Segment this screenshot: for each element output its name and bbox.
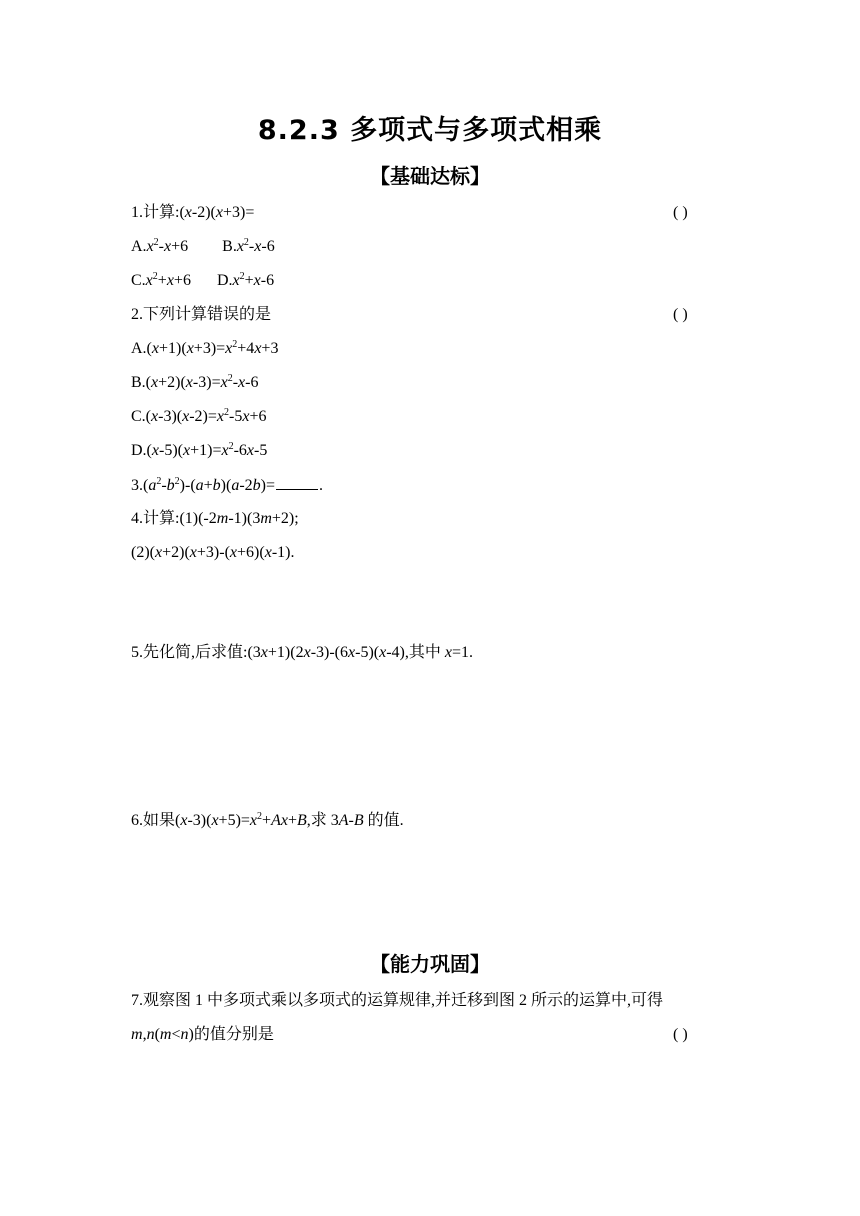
question-1-option-d: $D.x^2+x-6$	[216, 271, 275, 289]
section-heading-basic: 【基础达标】	[370, 164, 490, 188]
question-2-stem: 2.下列计算错误的是	[131, 306, 272, 323]
section-heading-ability: 【能力巩固】	[370, 952, 490, 976]
question-1-option-b: $B.x^2-x-6$	[222, 237, 275, 255]
question-2-answer-bracket: ( )	[673, 306, 688, 323]
question-3-expression: $3.(a^2-b^2)-(a+b)(a-2b)=$	[131, 476, 276, 494]
question-5: 5.先化简,后求值:(3x+1)(2x-3)-(6x-5)(x-4),其中 x=1.	[131, 644, 474, 661]
question-1-answer-bracket: ( )	[673, 204, 688, 221]
question-7-line-1: 7.观察图 1 中多项式乘以多项式的运算规律,并迁移到图 2 所示的运算中,可得	[131, 992, 664, 1009]
question-1-prefix: 1.计算:	[131, 204, 180, 221]
question-1-stem	[131, 203, 254, 223]
question-2-option-a: $A.(x+1)(x+3)=x^2+4x+3$	[131, 339, 279, 357]
question-1-options-row-2	[131, 271, 274, 291]
question-1-expression: (x-2)(x+3)=	[179, 204, 255, 221]
question-2-option-d: $D.(x-5)(x+1)=x^2-6x-5$	[131, 441, 268, 459]
page-title: 8.2.3 多项式与多项式相乘	[257, 115, 603, 146]
question-7-line-2: m,n(m<n)的值分别是	[131, 1026, 274, 1043]
question-3-answer-blank[interactable]	[276, 475, 318, 490]
question-3-end: .	[319, 477, 324, 494]
question-3	[131, 475, 323, 496]
question-1-option-a: $A.x^2-x+6$	[131, 237, 189, 255]
question-7-answer-bracket: ( )	[673, 1026, 688, 1043]
question-1-option-c: $C.x^2+x+6$	[131, 271, 191, 289]
question-2-option-c: $C.(x-3)(x-2)=x^2-5x+6$	[131, 407, 267, 425]
question-4-line-1: 4.计算:(1)(-2m-1)(3m+2);	[131, 510, 299, 527]
question-6: 6.如果$(x-3)(x+5)=x^2+Ax+B$,求 3A-B 的值.	[131, 811, 404, 829]
question-2-option-b: $B.(x+2)(x-3)=x^2-x-6$	[131, 373, 259, 391]
question-4-line-2: (2)(x+2)(x+3)-(x+6)(x-1).	[131, 544, 295, 561]
question-1-options-row-1	[131, 237, 275, 257]
